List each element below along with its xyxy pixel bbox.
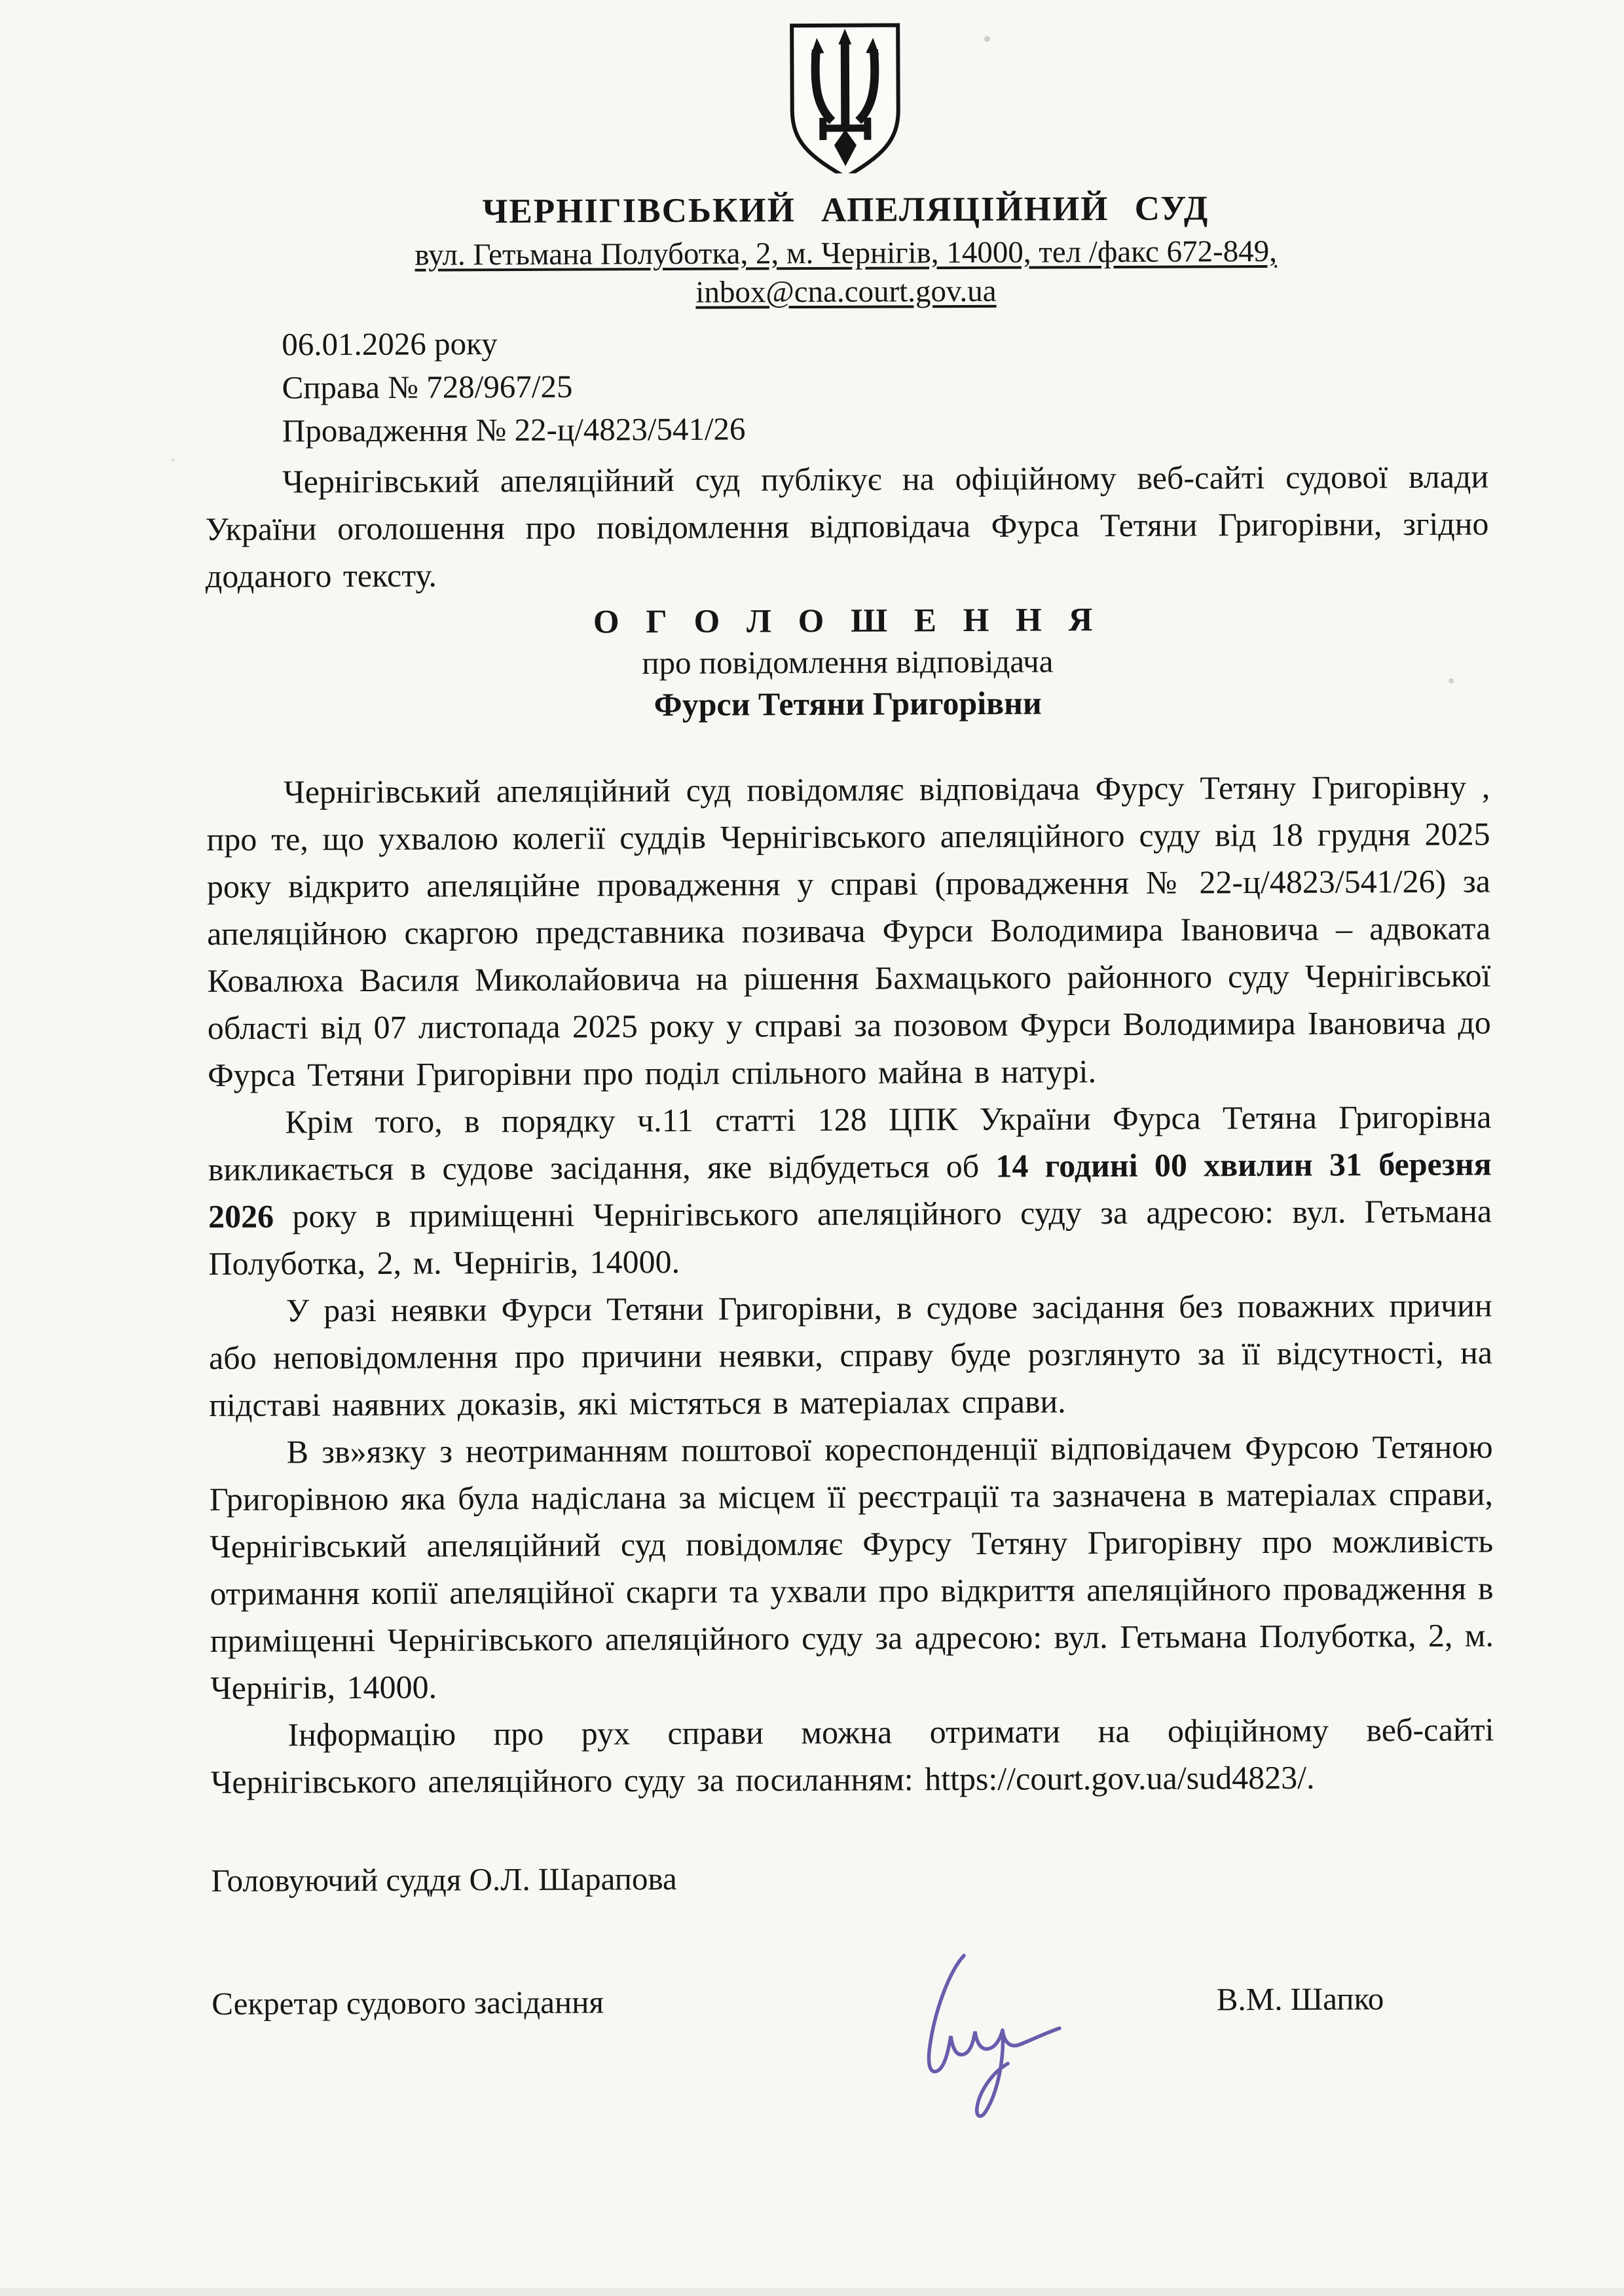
proceeding-number: Провадження № 22-ц/4823/541/26 xyxy=(282,410,746,449)
body-paragraph-3: У разі неявки Фурси Тетяни Григорівни, в судове засідання без поважних причин або неповідомлення про причини неявки, справу буде розглянуто за її відсутності, на підставі наявних доказів, які містяться в матеріалах справи. xyxy=(208,1286,1493,1424)
intro-paragraph: Чернігівський апеляційний суд публікує на офіційному веб-сайті судової влади України оголошення про повідомлення відповідача Фурса Тетяни Григорівни, згідно доданого тексту. xyxy=(205,458,1489,595)
paragraph-2-pre: Крім того, в порядку ч.11 статті 128 ЦПК України Фурса Тетяна Григорівна викликається в судове засідання, яке відбудеться об xyxy=(208,1098,1492,1188)
document-content xyxy=(203,0,1495,2024)
hearing-datetime: 14 годині 00 хвилин 31 березня 2026 xyxy=(208,1145,1492,1235)
body-paragraph-5: Інформацію про рух справи можна отримати на офіційному веб-сайті Чернігівського апеляційного суду за посиланням: https://court.gov.ua/sud4823/. xyxy=(210,1711,1494,1801)
scan-speck xyxy=(172,458,175,462)
body-paragraph-4: В зв»язку з неотриманням поштової кореспонденції відповідачем Фурсою Тетяною Григорівною яка була надіслана за місцем її реєстрації та зазначена в матеріалах справи, Чернігівський апеляційний суд повідомляє Фурсу Тетяну Григорівну про можливість отримання копії апеляційної скарги та ухвали про відкриття апеляційного провадження в приміщенні Чернігівського апеляційного суду за адресою: вул. Гетьмана Полуботка, 2, м. Чернігів, 14000. xyxy=(209,1428,1494,1707)
emblem-wrap xyxy=(203,0,1487,179)
announcement-title: О Г О Л О Ш Е Н Н Я xyxy=(593,602,1102,641)
case-number: Справа № 728/967/25 xyxy=(282,368,573,406)
ukraine-coat-of-arms-icon xyxy=(786,19,904,173)
presiding-judge-line: Головуючий суддя О.Л. Шарапова xyxy=(211,1860,677,1899)
respondent-name: Фурси Тетяни Григорівни xyxy=(654,684,1042,723)
document-date: 06.01.2026 року xyxy=(282,325,498,363)
scanner-edge xyxy=(0,2288,1624,2296)
body-paragraph-2 xyxy=(208,1093,1492,1287)
scan-speck xyxy=(984,36,990,42)
paragraph-2-post: року в приміщенні Чернігівського апеляційного суду за адресою: вул. Гетьмана Полуботка, 2, м. Чернігів, 14000. xyxy=(208,1192,1492,1283)
secretary-label: Секретар судового засідання xyxy=(212,1984,604,2022)
court-address-line: вул. Гетьмана Полуботка, 2, м. Чернігів, 14000, тел /факс 672-849, xyxy=(415,234,1278,272)
secretary-signature xyxy=(864,1935,1074,2131)
secretary-row xyxy=(212,1978,1495,2024)
court-email: inbox@cna.court.gov.ua xyxy=(695,274,997,310)
case-meta-block xyxy=(282,318,1488,453)
body-paragraph-1: Чернігівський апеляційний суд повідомляє відповідача Фурсу Тетяну Григорівну , про те, що ухвалою колегії суддів Чернігівського апеляційного суду від 18 грудня 2025 року відкрито апеляційне провадження у справі (провадження № 22-ц/4823/541/26) за апеляційною скаргою представника позивача Фурси Володимира Івановича – адвоката Ковалюха Василя Миколайовича на рішення Бахмацького районного суду Чернігівської області від 07 листопада 2025 року у справі за позовом Фурси Володимира Івановича до Фурса Тетяни Григорівни про поділ спільного майна в натурі. xyxy=(206,768,1491,1094)
secretary-name: В.М. Шапко xyxy=(1216,1980,1384,2018)
court-name-heading: ЧЕРНІГІВСЬКИЙ АПЕЛЯЦІЙНИЙ СУД xyxy=(482,189,1209,231)
announcement-subtitle: про повідомлення відповідача xyxy=(642,643,1054,682)
scan-speck xyxy=(1449,678,1454,683)
